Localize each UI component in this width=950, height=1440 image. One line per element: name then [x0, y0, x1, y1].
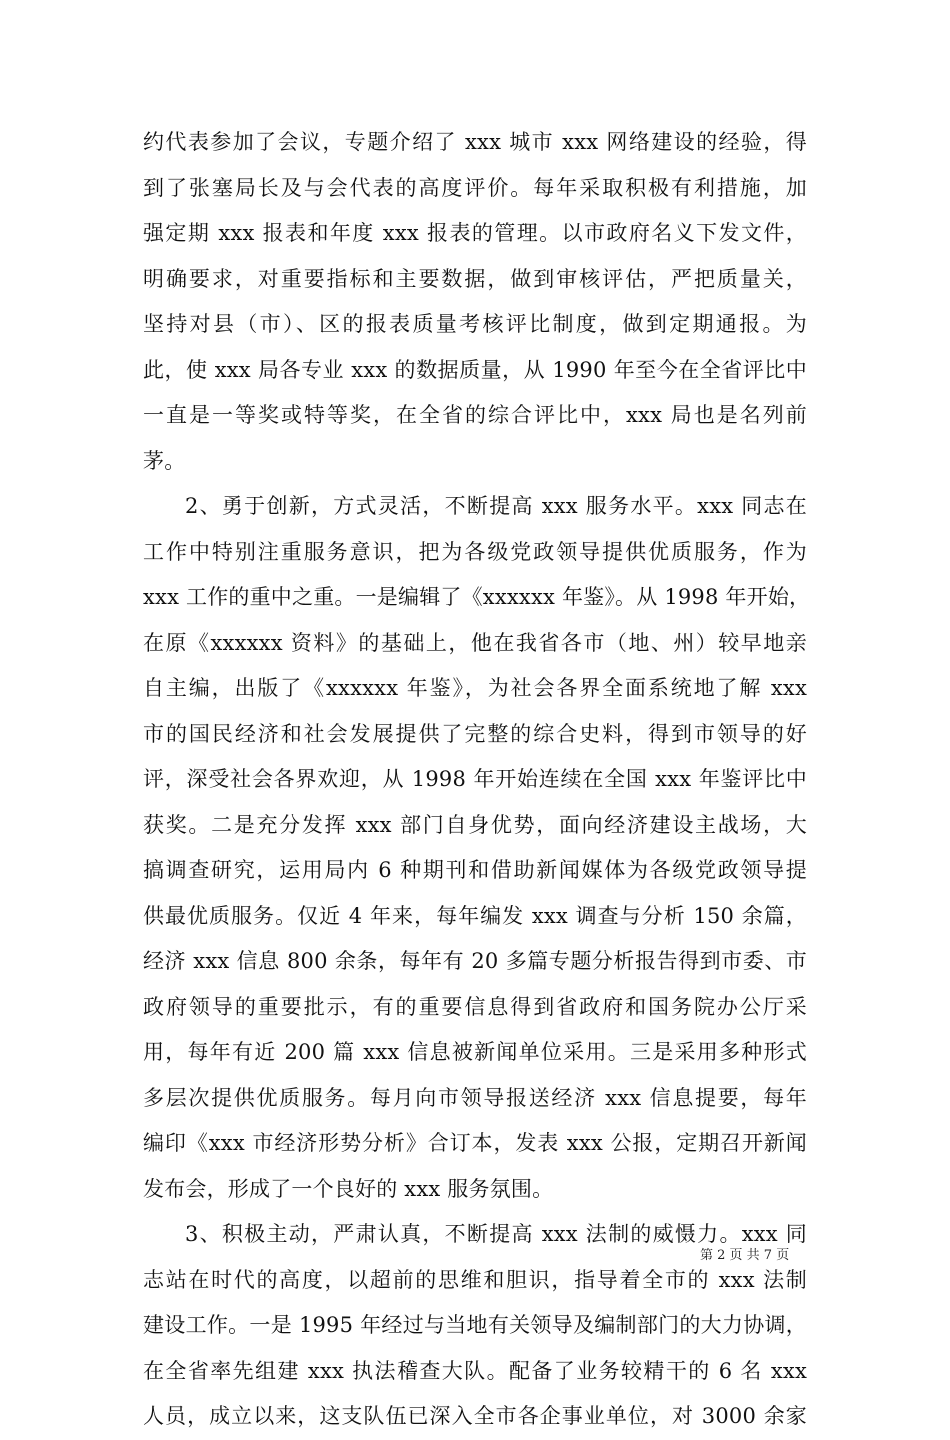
text-line: 坚持对县（市）、区的报表质量考核评比制度，做到定期通报。为 — [143, 312, 807, 336]
text-line: 到了张塞局长及与会代表的高度评价。每年采取积极有利措施，加 — [143, 175, 807, 200]
text-line: 强定期 xxx 报表和年度 xxx 报表的管理。以市政府名义下发文件， — [143, 221, 807, 245]
paragraph-3-first-line: 3、积极主动，严肃认真，不断提高 xxx 法制的威慑力。xxx 同 — [185, 1222, 807, 1246]
text-line: xxx 工作的重中之重。一是编辑了《xxxxxx 年鉴》。从 1998 年开始， — [143, 585, 811, 609]
text-line: 自主编，出版了《xxxxxx 年鉴》，为社会各界全面系统地了解 xxx — [143, 676, 807, 700]
text-line: 志站在时代的高度，以超前的思维和胆识，指导着全市的 xxx 法制 — [143, 1267, 807, 1292]
text-line: 供最优质服务。仅近 4 年来，每年编发 xxx 调查与分析 150 余篇， — [143, 903, 807, 928]
text-line: 编印《xxx 市经济形势分析》合订本，发表 xxx 公报，定期召开新闻 — [143, 1131, 807, 1155]
text-line: 多层次提供优质服务。每月向市领导报送经济 xxx 信息提要，每年 — [143, 1085, 807, 1110]
text-line: 明确要求，对重要指标和主要数据，做到审核评估，严把质量关， — [143, 266, 807, 291]
text-line: 在原《xxxxxx 资料》的基础上，他在我省各市（地、州）较早地亲 — [143, 630, 807, 655]
body-text — [143, 120, 811, 1440]
text-line: 人员，成立以来，这支队伍已深入全市各企事业单位，对 3000 余家 — [143, 1404, 807, 1428]
text-line: 茅。 — [143, 448, 186, 473]
text-line: 发布会，形成了一个良好的 xxx 服务氛围。 — [143, 1176, 554, 1201]
paragraph-2-first-line: 2、勇于创新，方式灵活，不断提高 xxx 服务水平。xxx 同志在 — [185, 494, 807, 518]
text-line: 获奖。二是充分发挥 xxx 部门自身优势，面向经济建设主战场，大 — [143, 812, 807, 837]
text-line: 建设工作。一是 1995 年经过与当地有关领导及编制部门的大力协调， — [143, 1313, 807, 1337]
text-line: 政府领导的重要批示，有的重要信息得到省政府和国务院办公厅采 — [143, 994, 807, 1019]
text-line: 市的国民经济和社会发展提供了完整的综合史料，得到市领导的好 — [143, 721, 807, 746]
text-line: 用，每年有近 200 篇 xxx 信息被新闻单位采用。三是采用多种形式 — [143, 1040, 807, 1064]
text-line: 评，深受社会各界欢迎，从 1998 年开始连续在全国 xxx 年鉴评比中 — [143, 767, 807, 791]
text-line: 一直是一等奖或特等奖，在全省的综合评比中，xxx 局也是名列前 — [143, 403, 807, 427]
page-number: 第 2 页 共 7 页 — [700, 1248, 790, 1263]
text-line: 约代表参加了会议，专题介绍了 xxx 城市 xxx 网络建设的经验，得 — [143, 130, 807, 154]
text-line: 工作中特别注重服务意识，把为各级党政领导提供优质服务，作为 — [143, 539, 807, 564]
text-line: 经济 xxx 信息 800 余条，每年有 20 多篇专题分析报告得到市委、市 — [143, 949, 807, 973]
text-line: 此，使 xxx 局各专业 xxx 的数据质量，从 1990 年至今在全省评比中 — [143, 357, 807, 382]
text-line: 搞调查研究，运用局内 6 种期刊和借助新闻媒体为各级党政领导提 — [143, 858, 807, 882]
text-line: 在全省率先组建 xxx 执法稽查大队。配备了业务较精干的 6 名 xxx — [143, 1358, 807, 1383]
